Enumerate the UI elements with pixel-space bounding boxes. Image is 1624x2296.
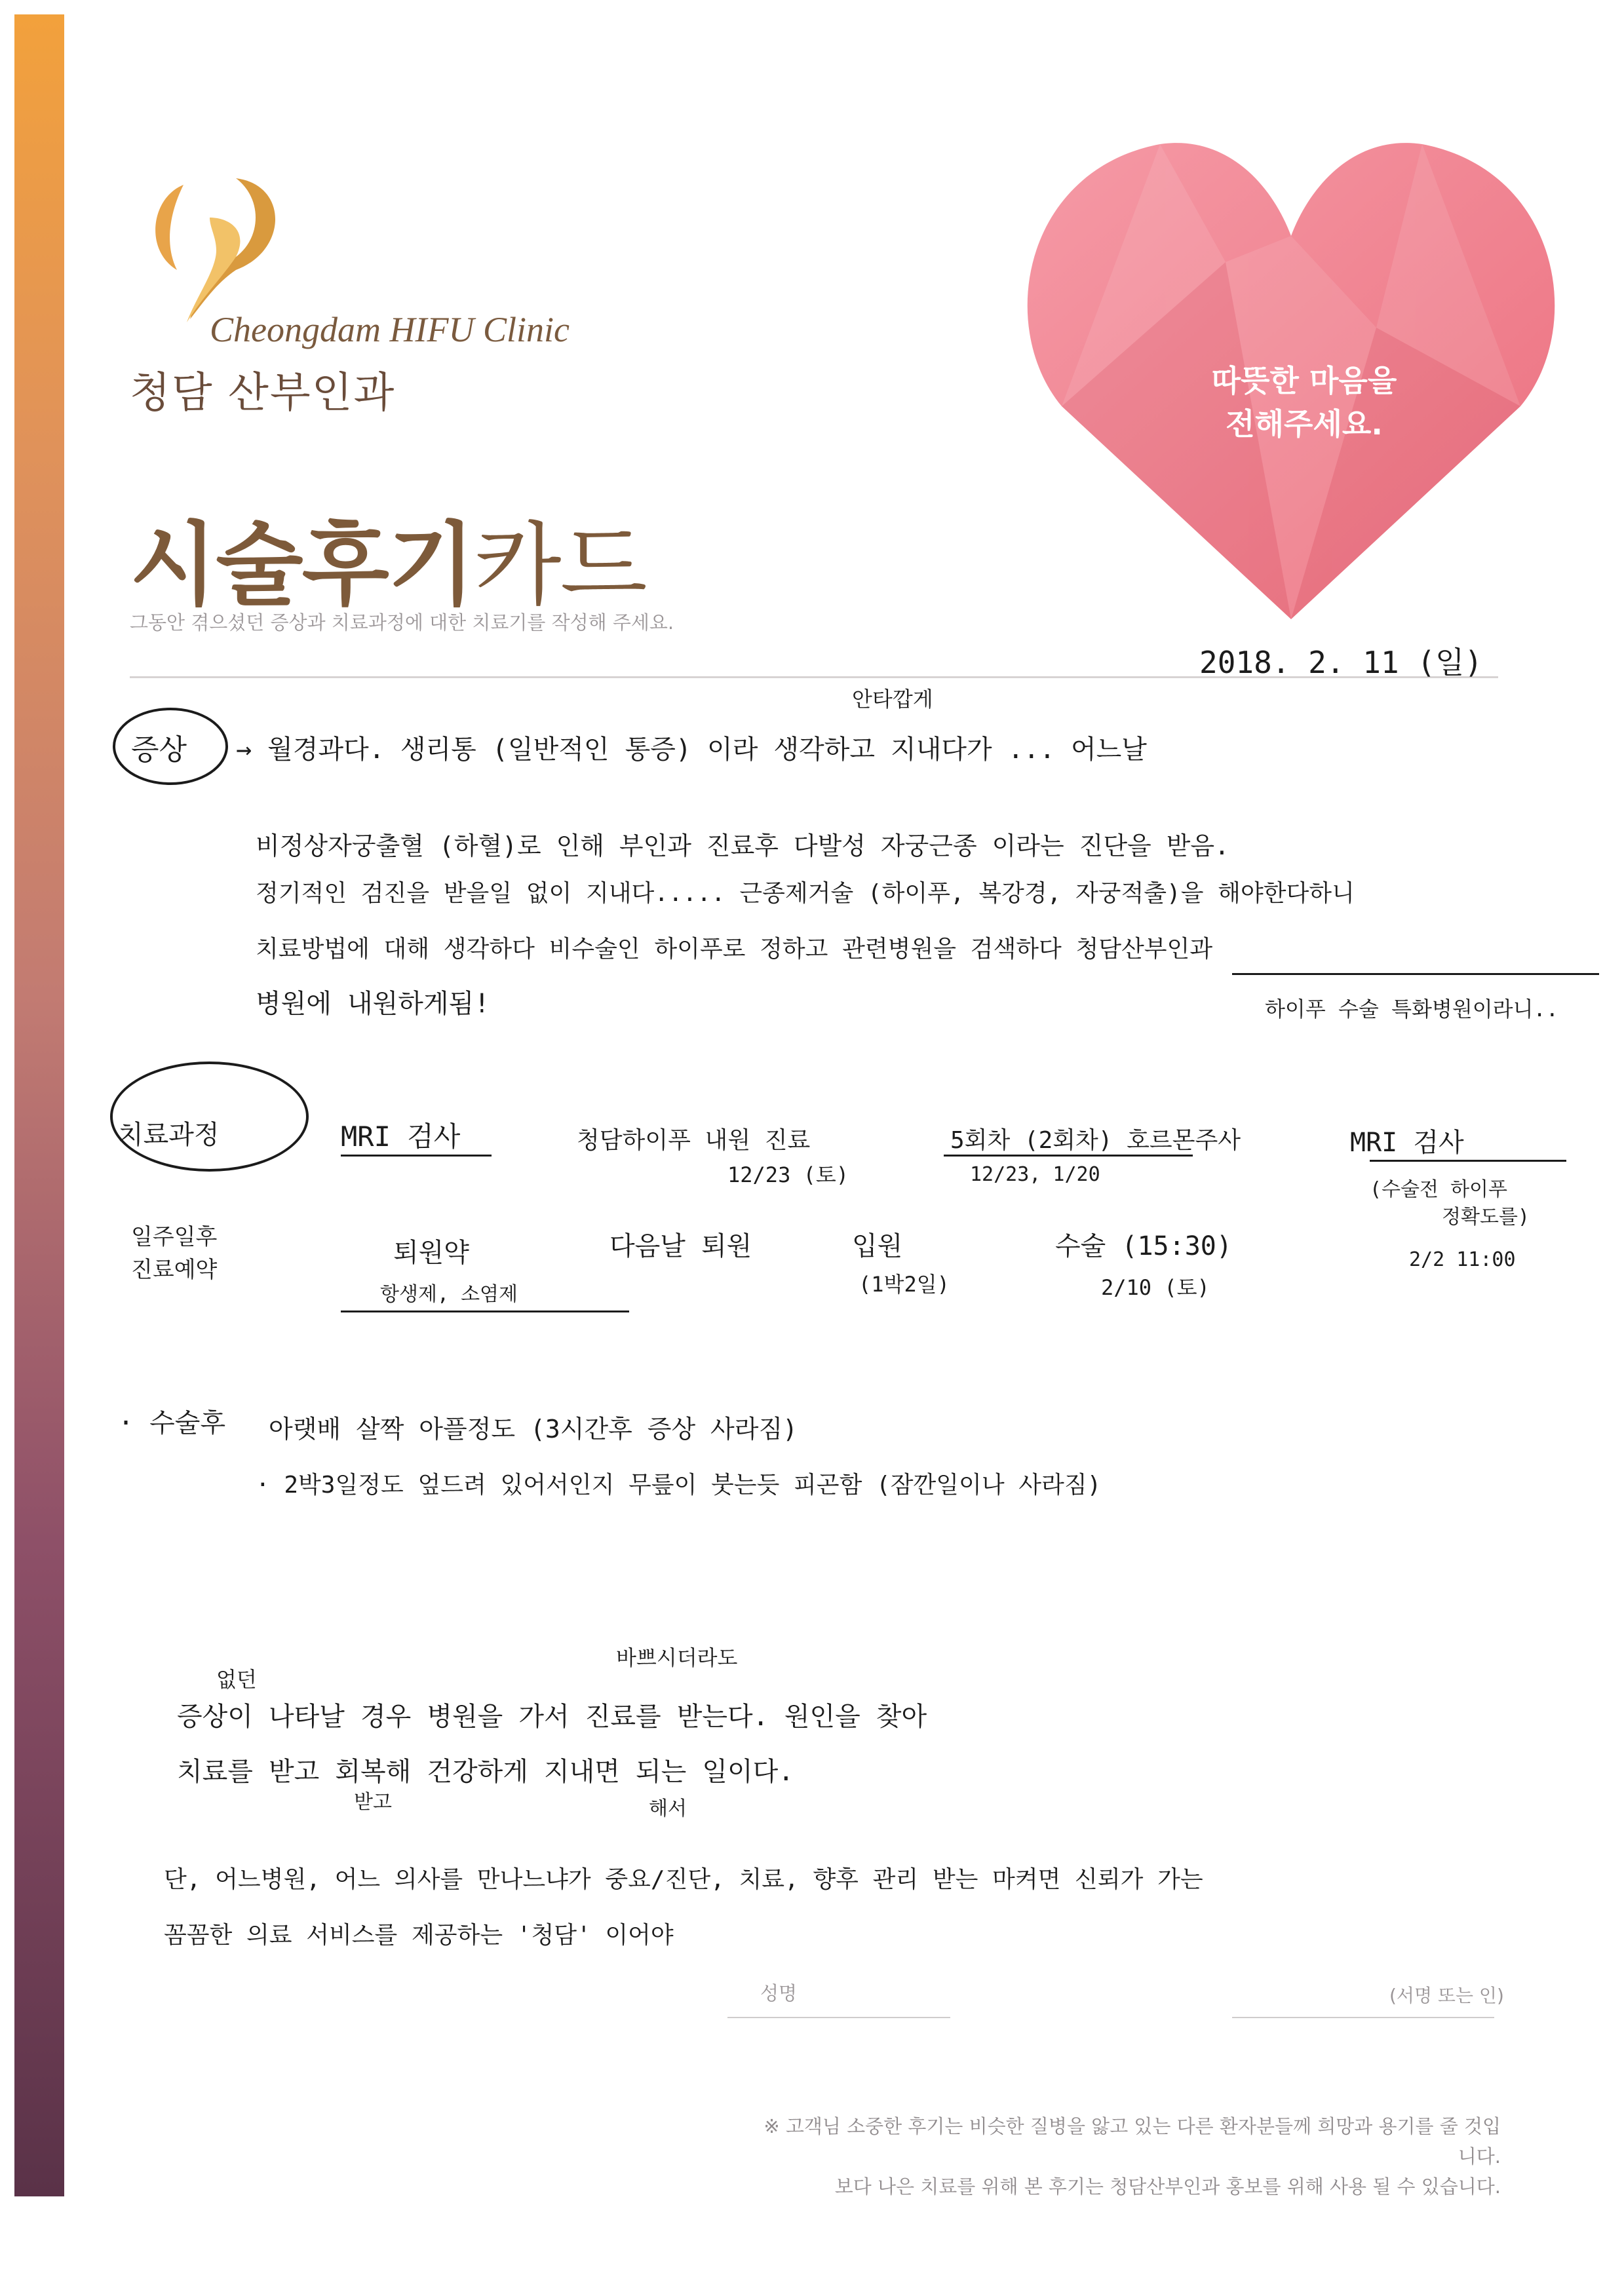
hw-closing-insert3: 받고 [354, 1791, 392, 1814]
card-title [130, 493, 646, 622]
signature-line [727, 2017, 950, 2018]
hw-symptom-line4: 치료방법에 대해 생각하다 비수술인 하이푸로 정하고 관련병원을 검색하다 청담산부인과 [256, 936, 1213, 963]
clinic-logo [138, 172, 295, 329]
card-subtitle: 그동안 겪으셨던 증상과 치료과정에 대한 치료기를 작성해 주세요. [130, 611, 674, 634]
hw-treatment-label: 치료과정 [118, 1120, 220, 1150]
hw-underline [341, 1311, 629, 1312]
hw-step4-time: 2/2 11:00 [1409, 1248, 1516, 1271]
hw-after-line2: · 2박3일정도 엎드려 있어서인지 무릎이 붓는듯 피곤함 (잠깐일이나 사라짐) [256, 1472, 1102, 1499]
hw-date: 2018. 2. 11 (일) [1199, 645, 1483, 680]
hw-step5: 수술 (15:30) [1055, 1231, 1232, 1261]
hw-closing-line4: 꼼꼼한 의료 서비스를 제공하는 '청담' 이어야 [164, 1922, 674, 1949]
hw-underline [341, 1155, 492, 1157]
signature-note: (서명 또는 인) [1389, 1985, 1504, 2006]
hw-step2-date: 12/23 (토) [727, 1162, 849, 1187]
hw-step5-date: 2/10 (토) [1101, 1275, 1210, 1300]
hw-symptom-label: 증상 [131, 733, 187, 767]
footer-line2: 보다 나은 치료를 위해 본 후기는 청담산부인과 홍보를 위해 사용 될 수 있습니다. [834, 2175, 1501, 2198]
hw-closing-line2: 치료를 받고 회복해 건강하게 지내면 되는 일이다. [177, 1757, 794, 1787]
hw-closing-insert1: 없던 [216, 1667, 257, 1692]
hw-underline [944, 1155, 1193, 1157]
hw-closing-line1: 증상이 나타날 경우 병원을 가서 진료를 받는다. 원인을 찾아 [177, 1702, 927, 1732]
clinic-name-en: Cheongdam HIFU Clinic [210, 310, 570, 349]
left-decorative-stripe [14, 14, 64, 2196]
hw-step4-note2: 정확도를) [1442, 1206, 1530, 1229]
signature-label: 성명 [760, 1982, 798, 2004]
signature-line-right [1232, 2017, 1494, 2018]
hw-step4: MRI 검사 [1350, 1128, 1464, 1158]
clinic-name-ko: 청담 산부인과 [130, 369, 396, 417]
heart-message-line1: 따뜻한 마음을 [1211, 363, 1397, 398]
hw-symptom-line3: 정기적인 검진을 받을일 없이 지내다..... 근종제거술 (하이푸, 복강경, 자궁적출)을 해야한다하니 [256, 880, 1355, 907]
hw-step7: 다음날 퇴원 [609, 1231, 752, 1261]
hw-step9: 일주일후 [131, 1224, 218, 1250]
hw-closing-insert4: 해서 [649, 1797, 687, 1820]
hw-underline [1370, 1160, 1566, 1162]
hw-symptom-line1: → 월경과다. 생리통 (일반적인 통증) 이라 생각하고 지내다가 ... 어느날 [236, 735, 1147, 765]
hw-step8-note: 항생제, 소염제 [380, 1283, 518, 1306]
heart-message [1114, 359, 1494, 446]
hw-step6: 입원 [852, 1231, 903, 1261]
card-title-bold: 시술후기 [130, 512, 474, 618]
hw-step3-date: 12/23, 1/20 [970, 1163, 1100, 1186]
hw-step4-note1: (수술전 하이푸 [1370, 1178, 1508, 1201]
hw-symptom-line2: 비정상자궁출혈 (하혈)로 인해 부인과 진료후 다발성 자궁근종 이라는 진단을 받음. [256, 832, 1229, 860]
hw-step8: 퇴원약 [393, 1238, 469, 1268]
hw-step2: 청담하이푸 내원 진료 [577, 1127, 811, 1154]
hw-after-line1: 아랫배 살짝 아플정도 (3시간후 증상 사라짐) [269, 1415, 798, 1444]
hw-step1: MRI 검사 [341, 1120, 461, 1153]
card-title-light: 카드 [474, 512, 646, 618]
hw-underline [1232, 973, 1599, 975]
hw-symptom-insert: 안타깝게 [852, 687, 933, 712]
hw-after-label: · 수술후 [118, 1408, 226, 1438]
heart-message-line2: 전해주세요. [1226, 406, 1383, 442]
footer-notice [747, 2111, 1501, 2202]
hw-closing-line3: 단, 어느병원, 어느 의사를 만나느냐가 중요/진단, 치료, 향후 관리 받는 마켜면 신뢰가 가는 [164, 1866, 1203, 1893]
hw-step3: 5회차 (2회차) 호르몬주사 [950, 1127, 1241, 1154]
hw-closing-insert2: 바쁘시더라도 [616, 1645, 738, 1670]
footer-line1: ※ 고객님 소중한 후기는 비슷한 질병을 앓고 있는 다른 환자분들께 희망과 용기를 줄 것입니다. [764, 2115, 1501, 2168]
hw-symptom-line5: 병원에 내원하게됨! [256, 989, 490, 1019]
hw-step6-note: (1박2일) [859, 1272, 950, 1297]
hw-step9b: 진료예약 [131, 1257, 218, 1283]
hw-symptom-note: 하이푸 수술 특화병원이라니.. [1265, 997, 1559, 1022]
